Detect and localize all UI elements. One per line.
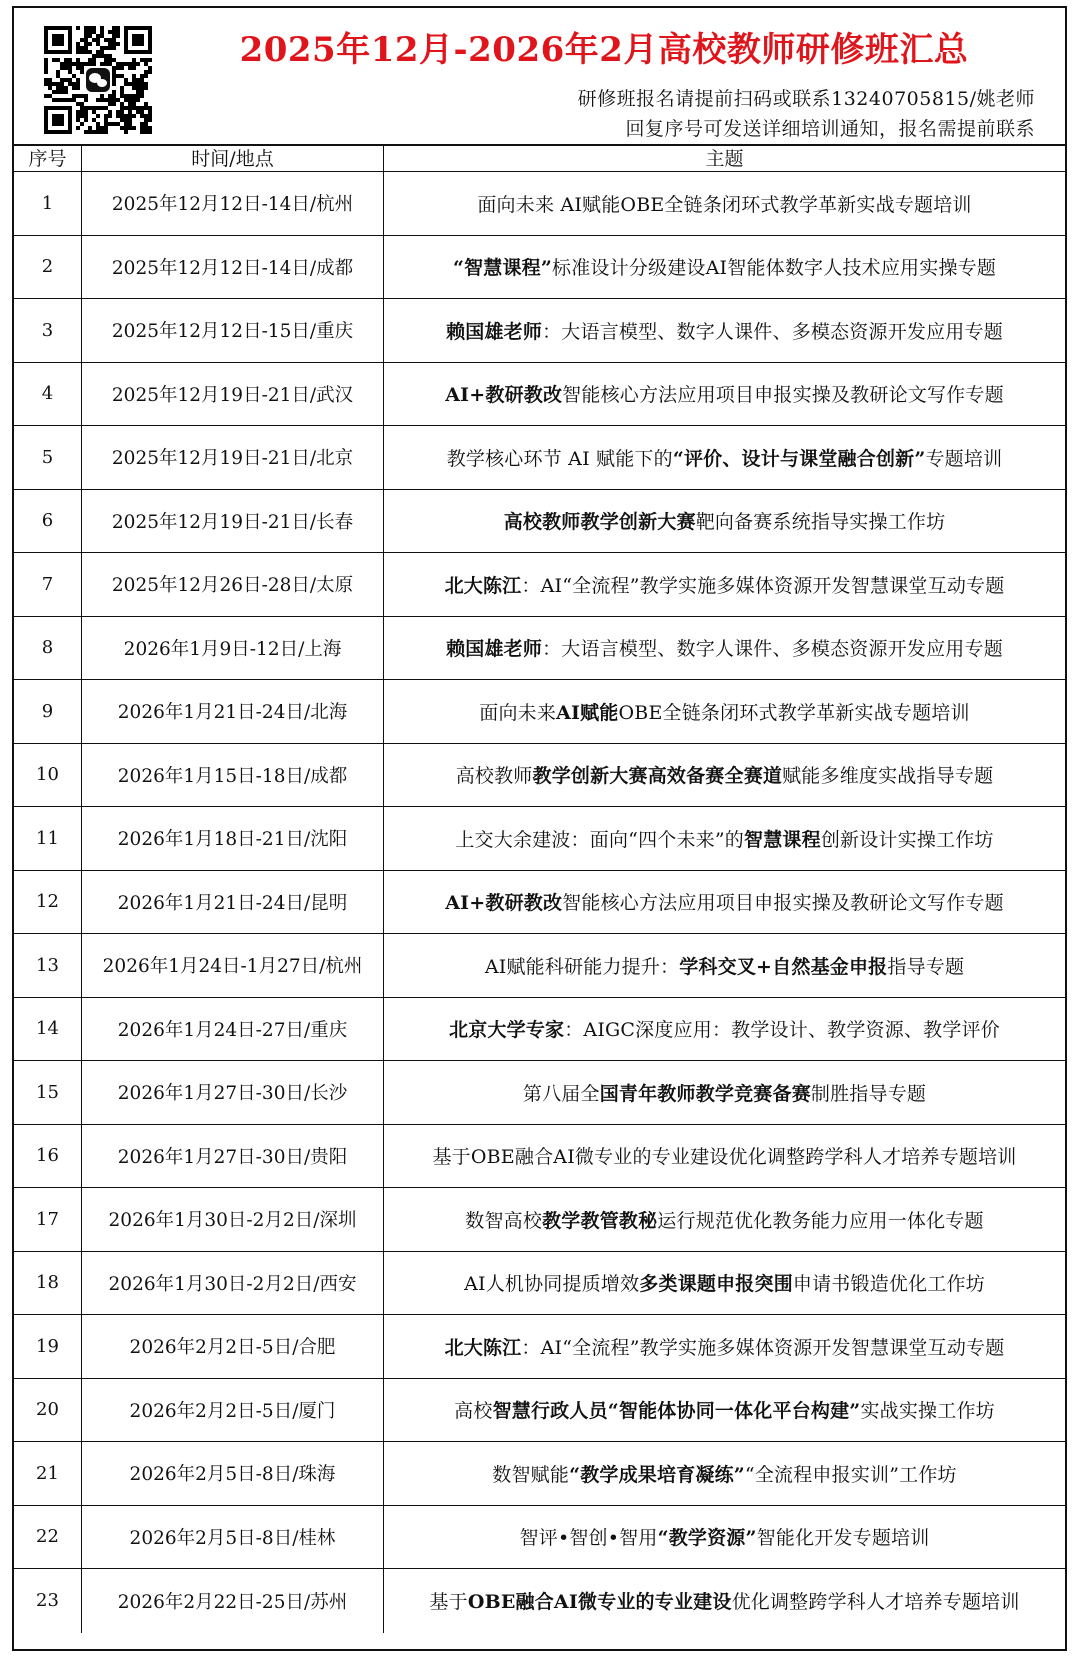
table-row — [14, 1506, 1065, 1570]
topic-segment: OBE全链条闭环式教学革新实战专题培训 — [618, 701, 970, 724]
row-topic — [384, 617, 1065, 680]
table-row — [14, 299, 1065, 363]
table-row — [14, 236, 1065, 300]
row-topic — [384, 1188, 1065, 1251]
row-topic — [384, 1315, 1065, 1378]
topic-segment: 多类课题申报突围 — [639, 1273, 793, 1296]
topic-segment: ：AI“全流程”教学实施多媒体资源开发智慧课堂互动专题 — [521, 1336, 1005, 1359]
topic-segment: 高校教师 — [455, 765, 533, 788]
table-row — [14, 1442, 1065, 1506]
row-time-location: 2026年1月21日-24日/北海 — [82, 680, 384, 743]
table-row — [14, 553, 1065, 617]
topic-segment: AI+教研教改 — [445, 892, 563, 915]
row-number: 8 — [14, 617, 82, 680]
row-number: 20 — [14, 1379, 82, 1442]
topic-segment: “智能体协同一体化平台构建” — [607, 1400, 861, 1423]
table-row — [14, 172, 1065, 236]
topic-segment: 上交大余建波：面向“四个未来”的 — [455, 828, 744, 851]
topic-segment: 基于 — [429, 1591, 468, 1614]
topic-segment: “智慧课程” — [452, 257, 553, 280]
row-time-location: 2026年2月2日-5日/合肥 — [82, 1315, 384, 1378]
row-number: 5 — [14, 426, 82, 489]
topic-segment: 面向未来 — [479, 701, 557, 724]
table-row — [14, 1125, 1065, 1189]
topic-segment: 创新设计实操工作坊 — [820, 828, 994, 851]
topic-segment: 教学创新大赛高效备赛全赛道 — [532, 765, 783, 788]
topic-segment: 赋能多维度实战指导专题 — [782, 765, 994, 788]
row-number: 6 — [14, 490, 82, 553]
topic-segment: 实战实操工作坊 — [860, 1400, 995, 1423]
row-topic — [384, 1379, 1065, 1442]
table-row — [14, 807, 1065, 871]
row-number: 13 — [14, 934, 82, 997]
topic-segment: AI赋能科研能力提升： — [484, 955, 680, 978]
topic-segment: 教学核心环节 AI 赋能下的 — [446, 447, 673, 470]
row-number: 2 — [14, 236, 82, 299]
contact-line-1: 研修班报名请提前扫码或联系13240705815/姚老师 — [577, 88, 1035, 110]
row-time-location: 2026年1月27日-30日/贵阳 — [82, 1125, 384, 1188]
row-time-location: 2026年1月15日-18日/成都 — [82, 744, 384, 807]
row-time-location: 2026年1月30日-2月2日/深圳 — [82, 1188, 384, 1251]
table-row — [14, 1315, 1065, 1379]
topic-segment: AI人机协同提质增效 — [464, 1273, 640, 1296]
topic-segment: 赖国雄老师 — [446, 320, 543, 343]
table-row — [14, 744, 1065, 808]
topic-segment: “教学成果培育凝练” — [569, 1463, 745, 1486]
topic-segment: 北大陈江 — [444, 574, 522, 597]
row-topic — [384, 490, 1065, 553]
row-time-location: 2025年12月12日-15日/重庆 — [82, 299, 384, 362]
table-row — [14, 1188, 1065, 1252]
row-topic — [384, 1506, 1065, 1569]
row-time-location: 2026年2月2日-5日/厦门 — [82, 1379, 384, 1442]
row-topic — [384, 172, 1065, 235]
table-row — [14, 1379, 1065, 1443]
table-row — [14, 617, 1065, 681]
topic-segment: “教学资源” — [657, 1527, 757, 1550]
wechat-qr-code-icon[interactable] — [44, 26, 152, 134]
row-time-location: 2026年2月22日-25日/苏州 — [82, 1569, 384, 1633]
header — [14, 8, 1065, 146]
row-time-location: 2026年1月18日-21日/沈阳 — [82, 807, 384, 870]
topic-segment: 智评•智创•智用 — [519, 1527, 658, 1550]
topic-segment: 国青年教师教学竞赛备赛 — [599, 1082, 811, 1105]
table-row — [14, 1569, 1065, 1633]
row-number: 9 — [14, 680, 82, 743]
row-time-location: 2026年1月24日-27日/重庆 — [82, 998, 384, 1061]
row-topic — [384, 1061, 1065, 1124]
topic-segment: 高校教师教学创新大赛 — [503, 511, 696, 534]
topic-segment: 北大陈江 — [444, 1336, 522, 1359]
topic-segment: AI+教研教改 — [445, 384, 563, 407]
topic-segment: ：AIGC深度应用：教学设计、教学资源、教学评价 — [564, 1019, 1000, 1042]
row-time-location: 2026年1月27日-30日/长沙 — [82, 1061, 384, 1124]
topic-segment: 申请书锻造优化工作坊 — [792, 1273, 985, 1296]
row-number: 12 — [14, 871, 82, 934]
row-number: 17 — [14, 1188, 82, 1251]
row-time-location: 2025年12月19日-21日/长春 — [82, 490, 384, 553]
row-topic — [384, 1252, 1065, 1315]
topic-segment: 标准设计分级建设AI智能体数字人技术应用实操专题 — [552, 257, 997, 280]
topic-segment: 学科交叉+自然基金申报 — [679, 955, 888, 978]
topic-segment: ：大语言模型、数字人课件、多模态资源开发应用专题 — [542, 638, 1003, 661]
topic-segment: “评价、设计与课堂融合创新” — [672, 447, 926, 470]
topic-segment: ：AI“全流程”教学实施多媒体资源开发智慧课堂互动专题 — [521, 574, 1005, 597]
table-row — [14, 871, 1065, 935]
row-topic — [384, 807, 1065, 870]
topic-segment: 面向未来 AI赋能OBE全链条闭环式教学革新实战专题培训 — [477, 193, 972, 216]
page-title: 2025年12月-2026年2月高校教师研修班汇总 — [239, 30, 969, 70]
row-topic — [384, 363, 1065, 426]
table-header-row — [14, 144, 1065, 172]
row-number: 15 — [14, 1061, 82, 1124]
row-time-location: 2026年1月9日-12日/上海 — [82, 617, 384, 680]
row-number: 4 — [14, 363, 82, 426]
topic-segment: OBE融合AI微专业的专业建设 — [467, 1591, 732, 1614]
header-topic: 主题 — [705, 148, 744, 170]
topic-segment: 数智赋能 — [492, 1463, 570, 1486]
header-no: 序号 — [14, 144, 82, 171]
row-topic — [384, 1125, 1065, 1188]
topic-segment: 数智高校 — [465, 1209, 543, 1232]
row-time-location: 2025年12月19日-21日/武汉 — [82, 363, 384, 426]
contact-line-2: 回复序号可发送详细培训通知，报名需提前联系 — [625, 118, 1035, 140]
row-number: 3 — [14, 299, 82, 362]
topic-segment: 第八届全 — [522, 1082, 600, 1105]
topic-segment: ：大语言模型、数字人课件、多模态资源开发应用专题 — [542, 320, 1003, 343]
topic-segment: 智能核心方法应用项目申报实操及教研论文写作专题 — [562, 384, 1004, 407]
row-topic — [384, 236, 1065, 299]
table-row — [14, 1252, 1065, 1316]
topic-segment: 运行规范优化教务能力应用一体化专题 — [657, 1209, 984, 1232]
row-time-location: 2026年2月5日-8日/桂林 — [82, 1506, 384, 1569]
row-topic — [384, 299, 1065, 362]
topic-segment: 基于OBE融合AI微专业的专业建设优化调整跨学科人才培养专题培训 — [432, 1146, 1017, 1169]
topic-segment: 智慧行政人员 — [492, 1400, 608, 1423]
row-time-location: 2026年1月24日-1月27日/杭州 — [82, 934, 384, 997]
row-number: 16 — [14, 1125, 82, 1188]
row-time-location: 2026年1月21日-24日/昆明 — [82, 871, 384, 934]
topic-segment: 智能核心方法应用项目申报实操及教研论文写作专题 — [562, 892, 1004, 915]
schedule-table — [14, 144, 1065, 1633]
row-topic — [384, 998, 1065, 1061]
row-number: 14 — [14, 998, 82, 1061]
header-time: 时间/地点 — [82, 144, 384, 171]
row-time-location: 2025年12月12日-14日/杭州 — [82, 172, 384, 235]
topic-segment: 高校 — [454, 1400, 493, 1423]
row-number: 19 — [14, 1315, 82, 1378]
table-body — [14, 172, 1065, 1633]
row-number: 18 — [14, 1252, 82, 1315]
document-frame — [12, 6, 1067, 1651]
topic-segment: 教学教管教秘 — [542, 1209, 658, 1232]
row-number: 1 — [14, 172, 82, 235]
table-row — [14, 426, 1065, 490]
topic-segment: 指导专题 — [887, 955, 965, 978]
row-topic — [384, 744, 1065, 807]
row-topic — [384, 553, 1065, 616]
topic-segment: 制胜指导专题 — [810, 1082, 927, 1105]
table-row — [14, 680, 1065, 744]
table-row — [14, 998, 1065, 1062]
row-topic — [384, 1442, 1065, 1505]
row-number: 11 — [14, 807, 82, 870]
table-row — [14, 1061, 1065, 1125]
topic-segment: AI赋能 — [556, 701, 619, 724]
row-number: 23 — [14, 1569, 82, 1633]
topic-segment: 优化调整跨学科人才培养专题培训 — [731, 1591, 1020, 1614]
row-time-location: 2025年12月19日-21日/北京 — [82, 426, 384, 489]
row-topic — [384, 426, 1065, 489]
topic-segment: “全流程申报实训”工作坊 — [744, 1463, 957, 1486]
row-time-location: 2026年2月5日-8日/珠海 — [82, 1442, 384, 1505]
row-topic — [384, 1569, 1065, 1633]
table-row — [14, 490, 1065, 554]
row-topic — [384, 934, 1065, 997]
table-row — [14, 363, 1065, 427]
topic-segment: 智慧课程 — [744, 828, 821, 851]
row-time-location: 2026年1月30日-2月2日/西安 — [82, 1252, 384, 1315]
topic-segment: 北京大学专家 — [449, 1019, 565, 1042]
row-time-location: 2025年12月12日-14日/成都 — [82, 236, 384, 299]
topic-segment: 赖国雄老师 — [446, 638, 543, 661]
row-time-location: 2025年12月26日-28日/太原 — [82, 553, 384, 616]
row-number: 22 — [14, 1506, 82, 1569]
topic-segment: 智能化开发专题培训 — [756, 1527, 930, 1550]
row-number: 10 — [14, 744, 82, 807]
row-topic — [384, 871, 1065, 934]
topic-segment: 靶向备赛系统指导实操工作坊 — [695, 511, 946, 534]
table-row — [14, 934, 1065, 998]
topic-segment: 专题培训 — [925, 447, 1003, 470]
row-number: 7 — [14, 553, 82, 616]
row-number: 21 — [14, 1442, 82, 1505]
row-topic — [384, 680, 1065, 743]
